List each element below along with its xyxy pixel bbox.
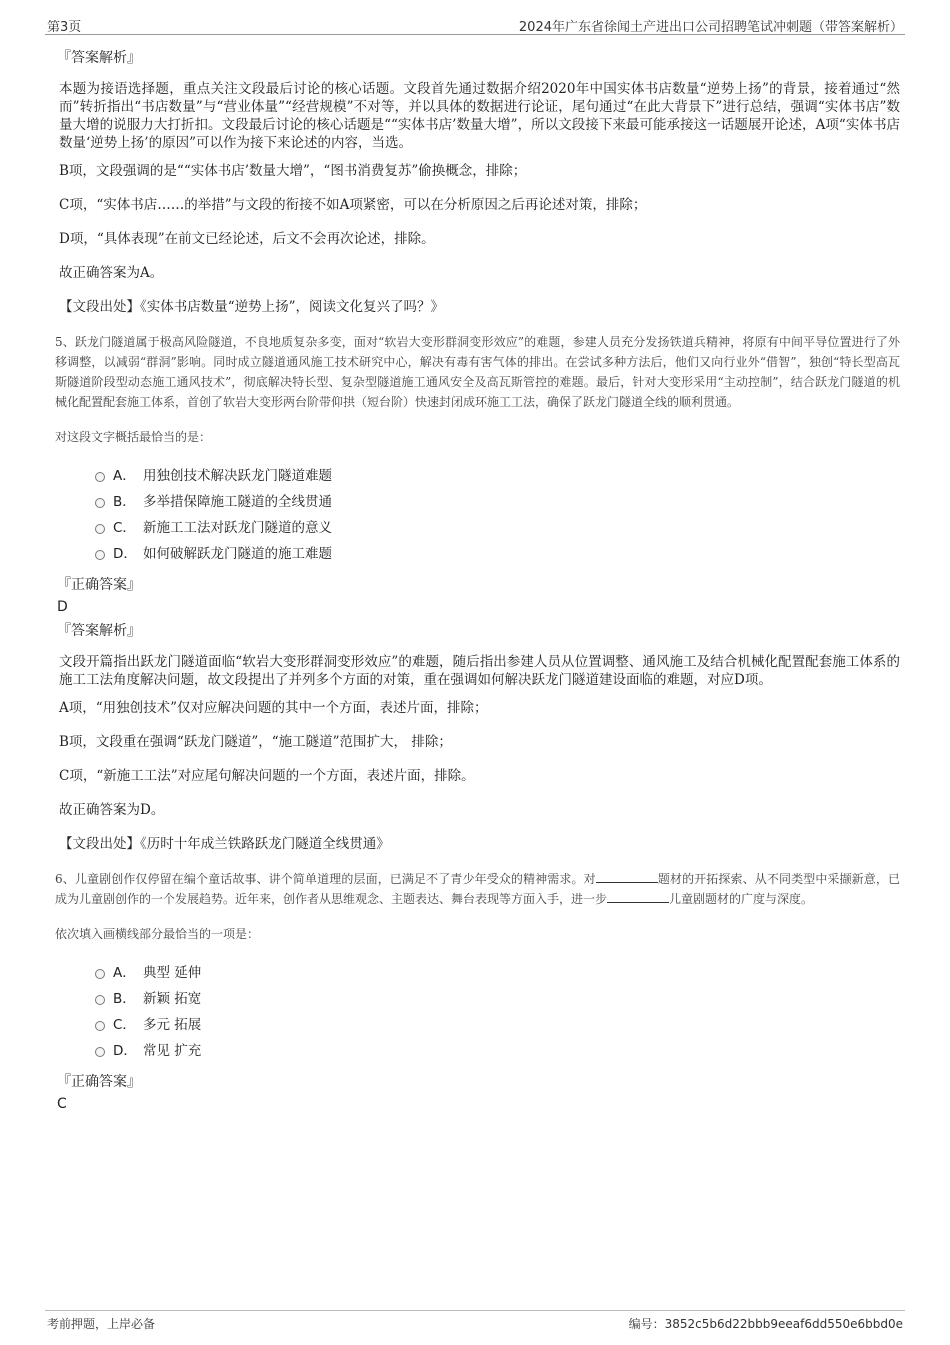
question-6-text: [55, 869, 900, 909]
radio-icon[interactable]: [95, 1047, 105, 1057]
option-b[interactable]: [95, 984, 900, 1010]
option-label: D．: [113, 546, 137, 562]
option-text: 典型 延伸: [143, 965, 202, 981]
option-text: 用独创技术解决跃龙门隧道难题: [143, 468, 332, 484]
answer-conclusion: 故正确答案为D。: [59, 802, 165, 818]
document-id: 编号：3852c5b6d22bbb9eeaf6dd550e6bbd0e: [628, 1317, 903, 1331]
question-6-part-2: 题材的开拓探索、从不同类型中采撷新意，已成为儿童剧创作的一个发展趋势。近年来，创作者从思维观念、主题表达、舞台表现等方面入手，进一步: [55, 872, 900, 906]
option-label: D．: [113, 1043, 137, 1059]
option-text: 常见 扩充: [143, 1043, 202, 1059]
source-citation: 【文段出处】《实体书店数量“逆势上扬”，阅读文化复兴了吗？》: [59, 299, 445, 315]
option-c[interactable]: [95, 513, 900, 539]
option-label: B．: [113, 991, 136, 1007]
answer-conclusion: 故正确答案为A。: [59, 265, 164, 281]
question-5-prompt: 对这段文字概括最恰当的是：: [55, 430, 212, 444]
analysis-heading: 『答案解析』: [57, 50, 141, 66]
option-label: A．: [113, 965, 136, 981]
option-text: 新颖 拓宽: [143, 991, 202, 1007]
correct-answer-heading: 『正确答案』: [57, 577, 141, 593]
analysis-paragraph: 文段开篇指出跃龙门隧道面临“软岩大变形群洞变形效应”的难题，随后指出参建人员从位置调整、通风施工及结合机械化配置配套施工体系的施工工法角度解决问题，故文段提出了并列多个方面的对策，重在强调如何解决跃龙门隧道建设面临的难题，对应D项。: [59, 654, 900, 688]
radio-icon[interactable]: [95, 550, 105, 560]
analysis-option-a: A项，“用独创技术”仅对应解决问题的其中一个方面，表述片面，排除；: [59, 700, 488, 716]
analysis-option-b: B项，文段强调的是““实体书店’数量大增”，“图书消费复苏”偷换概念，排除；: [59, 163, 527, 179]
option-text: 多元 拓展: [143, 1017, 202, 1033]
option-label: B．: [113, 494, 136, 510]
correct-answer-heading: 『正确答案』: [57, 1074, 141, 1090]
page-number: 第3页: [47, 20, 82, 35]
option-a[interactable]: [95, 958, 900, 984]
option-label: C．: [113, 520, 136, 536]
main-content: [55, 42, 900, 1116]
question-5-text: 5、跃龙门隧道属于极高风险隧道，不良地质复杂多变，面对“软岩大变形群洞变形效应”的难题，参建人员充分发扬铁道兵精神，将原有中间平导位置进行了外移调整，以减弱“群洞”影响。同时成立隧道通风施工技术研究中心，解决有毒有害气体的排出。在尝试多种方法后，他们又向行业外“借智”，独创“特长型高瓦斯隧道阶段型动态施工通风技术”，彻底解决特长型、复杂型隧道施工通风安全及高瓦斯管控的难题。最后，针对大变形采用“主动控制”，结合跃龙门隧道的机械化配置配套施工体系，首创了软岩大变形两台阶带仰拱（短台阶）快速封闭成环施工工法，确保了跃龙门隧道全线的顺利贯通。: [55, 335, 900, 409]
document-title: 2024年广东省徐闻土产进出口公司招聘笔试冲刺题（带答案解析）: [518, 20, 903, 35]
radio-icon[interactable]: [95, 524, 105, 534]
question-6-part-1: 6、儿童剧创作仅停留在编个童话故事、讲个简单道理的层面，已满足不了青少年受众的精神需求。对: [55, 872, 596, 886]
fill-blank-1: [596, 870, 658, 883]
radio-icon[interactable]: [95, 995, 105, 1005]
option-a[interactable]: [95, 461, 900, 487]
radio-icon[interactable]: [95, 969, 105, 979]
option-text: 新施工工法对跃龙门隧道的意义: [143, 520, 332, 536]
analysis-option-b: B项，文段重在强调“跃龙门隧道”，“施工隧道”范围扩大， 排除；: [59, 734, 452, 750]
analysis-paragraph: 本题为接语选择题，重点关注文段最后讨论的核心话题。文段首先通过数据介绍2020年中国实体书店数量“逆势上扬”的背景，接着通过“然而”转折指出“书店数量”与“营业体量”“经营规模”不对等，并以具体的数据进行论证，尾句通过“在此大背景下”进行总结，强调“实体书店”数量大增的说服力大打折扣。文段最后讨论的核心话题是““实体书店’数量大增”，所以文段接下来最可能承接这一话题展开论述，A项“实体书店数量‘逆势上扬’的原因”可以作为接下来论述的内容，当选。: [59, 81, 900, 151]
option-d[interactable]: [95, 539, 900, 565]
option-b[interactable]: [95, 487, 900, 513]
footer-slogan: 考前押题，上岸必备: [47, 1317, 156, 1331]
fill-blank-2: [607, 890, 669, 903]
option-text: 多举措保障施工隧道的全线贯通: [143, 494, 332, 510]
correct-answer: D: [57, 599, 68, 615]
question-6-prompt: 依次填入画横线部分最恰当的一项是：: [55, 927, 260, 941]
page-footer: [45, 1310, 905, 1333]
option-label: A．: [113, 468, 136, 484]
option-label: C．: [113, 1017, 136, 1033]
radio-icon[interactable]: [95, 1021, 105, 1031]
radio-icon[interactable]: [95, 498, 105, 508]
radio-icon[interactable]: [95, 472, 105, 482]
source-citation: 【文段出处】《历时十年成兰铁路跃龙门隧道全线贯通》: [59, 836, 390, 852]
option-text: 如何破解跃龙门隧道的施工难题: [143, 546, 332, 562]
option-c[interactable]: [95, 1010, 900, 1036]
analysis-option-c: C项，“实体书店……的举措”与文段的衔接不如A项紧密，可以在分析原因之后再论述对策，排除；: [59, 197, 647, 213]
analysis-heading: 『答案解析』: [57, 623, 141, 639]
correct-answer: C: [57, 1096, 67, 1112]
analysis-option-c: C项，“新施工工法”对应尾句解决问题的一个方面，表述片面，排除。: [59, 768, 475, 784]
analysis-option-d: D项，“具体表现”在前文已经论述，后文不会再次论述，排除。: [59, 231, 435, 247]
page-header: [45, 14, 905, 35]
option-d[interactable]: [95, 1036, 900, 1062]
question-6-options: [95, 958, 900, 1062]
question-5-options: [95, 461, 900, 565]
question-6-part-3: 儿童剧题材的广度与深度。: [669, 892, 814, 906]
